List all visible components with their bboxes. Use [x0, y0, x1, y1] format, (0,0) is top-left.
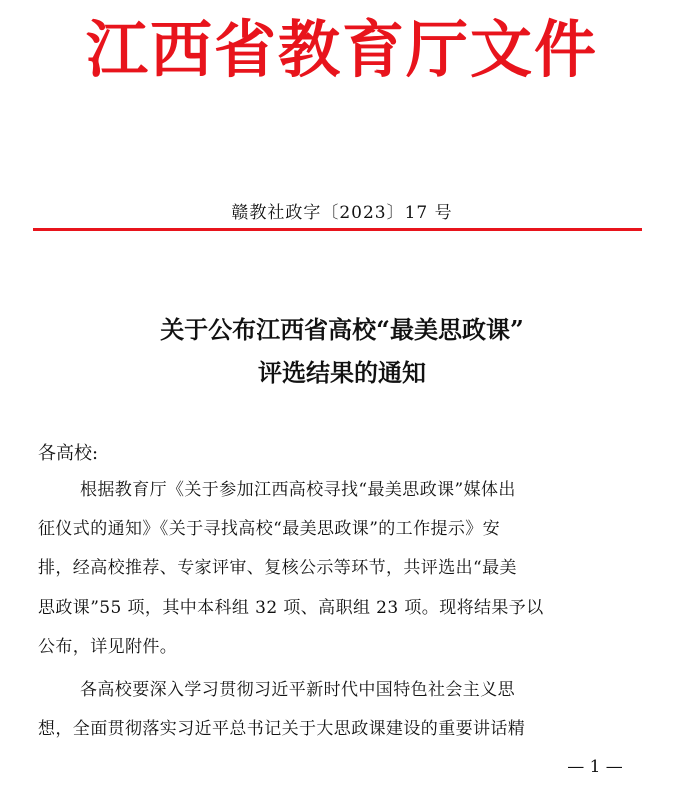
body-line-5: 公布，详见附件。: [38, 637, 178, 657]
red-separator-line: [33, 228, 642, 231]
notice-title-line-1: 关于公布江西省高校“最美思政课”: [160, 315, 524, 344]
notice-title-line-2: 评选结果的通知: [258, 358, 426, 387]
salutation: 各高校:: [38, 443, 99, 464]
body-line-4: 思政课”55 项，其中本科组 32 项、高职组 23 项。现将结果予以: [38, 598, 544, 618]
body-line-3: 排，经高校推荐、专家评审、复核公示等环节，共评选出“最美: [38, 558, 517, 578]
document-masthead: 江西省教育厅文件: [85, 13, 598, 86]
body-line-1: 根据教育厅《关于参加江西高校寻找“最美思政课”媒体出: [80, 480, 516, 500]
document-number: 赣教社政字〔2023〕17 号: [231, 203, 453, 223]
body-line-2: 征仪式的通知》《关于寻找高校“最美思政课”的工作提示》安: [38, 519, 501, 539]
body-line-6: 各高校要深入学习贯彻习近平新时代中国特色社会主义思: [80, 680, 515, 700]
page-number: — 1 —: [567, 757, 623, 777]
body-line-7: 想，全面贯彻落实习近平总书记关于大思政课建设的重要讲话精: [38, 719, 526, 739]
